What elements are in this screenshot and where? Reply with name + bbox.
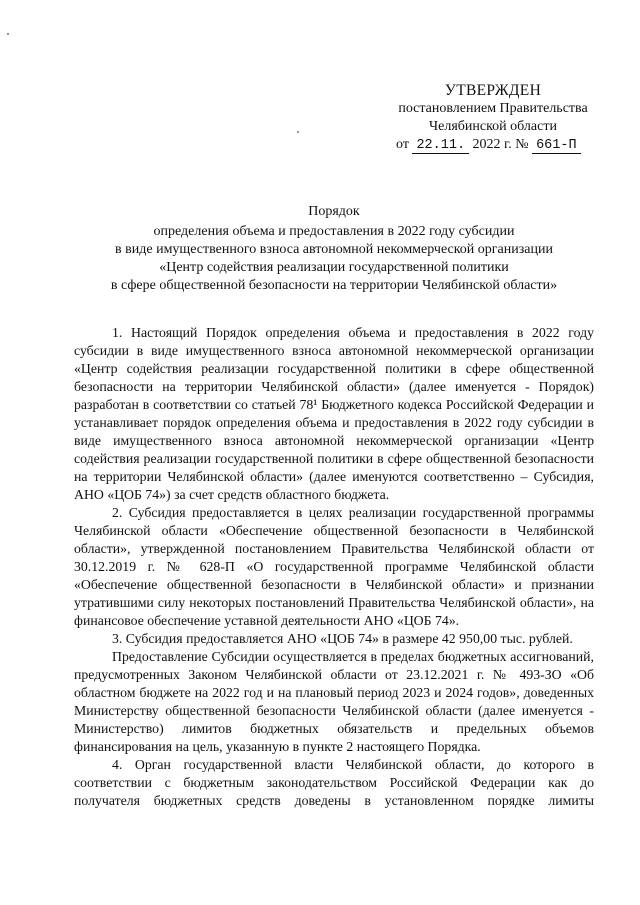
paragraph-1: 1. Настоящий Порядок определения объема и предоставления в 2022 году субсидии в виде имущественного взноса автономной некоммерческой организации «Центр содействия реализации государственной политики в сфере общественной безопасности на территории Челябинской области» (далее именуется - Порядок) разработан в соответствии со статьей 78¹ Бюджетного кодекса Российской Федерации и устанавливает порядок определения объема и предоставления в 2022 году субсидии в виде имущественного взноса автономной некоммерческой организации «Центр содействия реализации государственной политики в сфере общественной безопасности на территории Челябинской области» (далее именуются соответственно – Субсидия, АНО «ЦОБ 74») за счет средств областного бюджета. [74, 325, 594, 502]
date-prefix: от [396, 137, 409, 152]
scan-speck [297, 131, 299, 133]
document-title [60, 203, 608, 295]
year-text: 2022 г. № [472, 137, 529, 152]
approval-date-line [378, 136, 608, 154]
document-body [74, 324, 594, 810]
approval-line-2: Челябинской области [429, 119, 557, 134]
subtitle-line: «Центр содействия реализации государственной политики [159, 260, 509, 275]
paragraph-4: 4. Орган государственной власти Челябинской области, до которого в соответствии с бюджетным законодательством Российской Федерации как до получателя бюджетных средств доведены в установленном порядке лимиты [74, 757, 594, 808]
approval-title: УТВЕРЖДЕН [444, 82, 542, 99]
approval-stamp [378, 82, 608, 154]
paragraph-3: 3. Субсидия предоставляется АНО «ЦОБ 74» в размере 42 950,00 тыс. рублей. [112, 631, 573, 646]
subtitle-line: определения объема и предоставления в 2022 году субсидии [153, 224, 515, 239]
document-heading: Порядок [308, 204, 360, 219]
paragraph-3-continued: Предоставление Субсидии осуществляется в пределах бюджетных ассигнований, предусмотренных Законом Челябинской области от 23.12.2021 г. № 493-ЗО «Об областном бюджете на 2022 год и на плановый период 2023 и 2024 годов», доведенных Министерству общественной безопасности Челябинской области (далее именуется - Министерство) лимитов бюджетных обязательств и предельных объемов финансирования на цель, указанную в пункте 2 настоящего Порядка. [74, 649, 594, 754]
paragraph-2: 2. Субсидия предоставляется в целях реализации государственной программы Челябинской области «Обеспечение общественной безопасности в Челябинской области», утвержденной постановлением Правительства Челябинской области от 30.12.2019 г. № 628-П «О государственной программе Челябинской области «Обеспечение общественной безопасности в Челябинской области» и признании утратившими силу некоторых постановлений Правительства Челябинской области», на финансовое обеспечение уставной деятельности АНО «ЦОБ 74». [74, 505, 594, 628]
scan-speck [7, 33, 9, 35]
approval-line-1: постановлением Правительства [398, 101, 588, 116]
subtitle-line: в виде имущественного взноса автономной некоммерческой организации [115, 242, 553, 257]
subtitle-line: в сфере общественной безопасности на территории Челябинской области» [110, 278, 558, 293]
handwritten-number: 661-П [532, 138, 581, 154]
handwritten-date: 22.11. [412, 138, 469, 154]
